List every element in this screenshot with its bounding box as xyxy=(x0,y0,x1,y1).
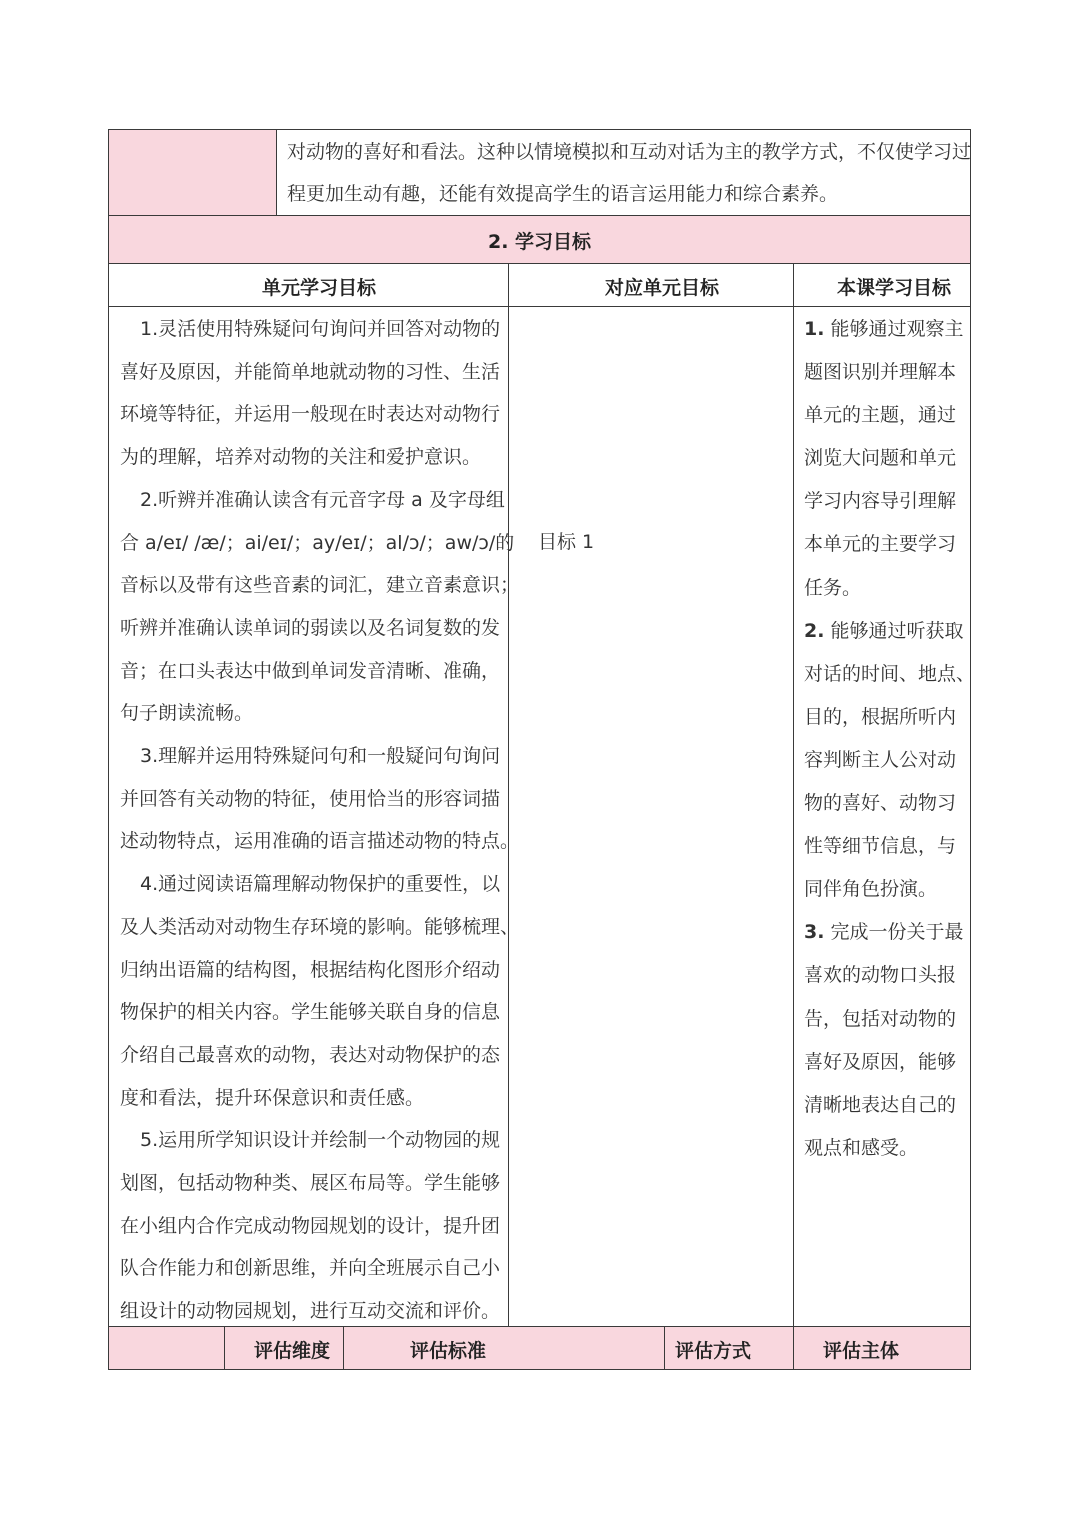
section-title: 2. 学习目标 xyxy=(487,231,592,253)
unit-goal-line: 组设计的动物园规划，进行互动交流和评价。 xyxy=(120,1300,501,1323)
lesson-goal-number: 2. xyxy=(804,619,825,642)
intro-line: 对动物的喜好和看法。这种以情境模拟和互动对话为主的教学方式，不仅使学习过 xyxy=(287,141,972,163)
col-header-lesson-goal-label: 本课学习目标 xyxy=(836,277,951,299)
unit-goal-line: 句子朗读流畅。 xyxy=(120,702,254,725)
lesson-goal-line xyxy=(804,610,975,653)
unit-goal-line: 5.运用所学知识设计并绘制一个动物园的规 xyxy=(140,1129,501,1152)
lesson-goal-text xyxy=(804,308,975,1170)
unit-goal-line: 1.灵活使用特殊疑问句询问并回答对动物的 xyxy=(140,318,501,340)
lesson-goal-line: 浏览大问题和单元 xyxy=(804,447,957,470)
unit-goal-line: 2.听辨并准确认读含有元音字母 a 及字母组 xyxy=(140,488,505,511)
unit-goal-line: 划图，包括动物种类、展区布局等。学生能够 xyxy=(120,1172,501,1195)
unit-goal-line: 物保护的相关内容。学生能够关联自身的信息 xyxy=(120,1001,501,1024)
unit-goal-line: 合 a/eɪ/ /æ/；ai/eɪ/；ay/eɪ/；al/ɔ/；aw/ɔ/的 xyxy=(120,531,515,554)
assessment-subject-label: 评估主体 xyxy=(823,1340,900,1362)
lesson-goal-line: 对话的时间、地点、 xyxy=(804,662,976,685)
intro-label-cell xyxy=(108,129,277,216)
unit-goal-line: 归纳出语篇的结构图，根据结构化图形介绍动 xyxy=(120,958,501,981)
assessment-criteria-label: 评估标准 xyxy=(410,1340,487,1362)
lesson-goal-line: 观点和感受。 xyxy=(804,1136,919,1159)
assessment-dimension-cell xyxy=(224,1326,344,1370)
lesson-goal-line: 喜欢的动物口头报 xyxy=(804,964,957,987)
unit-goal-line: 述动物特点，运用准确的语言描述动物的特点。 xyxy=(120,830,520,853)
lesson-goal-line: 喜好及原因，能够 xyxy=(804,1050,957,1073)
lesson-goal-line: 任务。 xyxy=(804,576,862,599)
unit-goal-text xyxy=(120,308,519,1333)
unit-goal-line: 在小组内合作完成动物园规划的设计，提升团 xyxy=(120,1214,501,1237)
lesson-goal-line: 单元的主题，通过 xyxy=(804,404,957,427)
unit-goal-line: 4.通过阅读语篇理解动物保护的重要性，以 xyxy=(140,873,501,896)
col-header-unit-goal xyxy=(108,263,509,307)
unit-goal-line: 喜好及原因，并能简单地就动物的习性、生活 xyxy=(120,360,501,383)
unit-goal-line: 及人类活动对动物生存环境的影响。能够梳理、 xyxy=(120,915,520,938)
lesson-goal-line xyxy=(804,308,975,351)
lesson-goal-cell xyxy=(793,306,976,1327)
intro-line: 程更加生动有趣，还能有效提高学生的语言运用能力和综合素养。 xyxy=(287,183,839,205)
lesson-goal-line-text: 能够通过听获取 xyxy=(824,619,964,642)
lesson-goal-line: 容判断主人公对动 xyxy=(804,748,957,771)
unit-goal-line: 环境等特征，并运用一般现在时表达对动物行 xyxy=(120,403,501,426)
unit-goal-line: 队合作能力和创新思维，并向全班展示自己小 xyxy=(120,1257,501,1280)
unit-goal-line: 为的理解，培养对动物的关注和爱护意识。 xyxy=(120,446,482,469)
lesson-goal-line-text: 能够通过观察主 xyxy=(824,318,964,340)
lesson-goal-line-text: 完成一份关于最 xyxy=(824,921,964,944)
lesson-goal-line: 物的喜好、动物习 xyxy=(804,792,957,815)
unit-goal-line: 并回答有关动物的特征，使用恰当的形容词描 xyxy=(120,787,501,810)
col-header-mapped-goal-label: 对应单元目标 xyxy=(604,277,719,299)
mapped-goal-cell xyxy=(508,306,794,1327)
lesson-goal-line: 题图识别并理解本 xyxy=(804,361,957,384)
lesson-goal-line: 目的，根据所听内 xyxy=(804,705,957,728)
assessment-subject-cell xyxy=(793,1326,971,1370)
lesson-goal-line: 清晰地表达自己的 xyxy=(804,1093,957,1116)
intro-text-cell xyxy=(276,129,971,216)
lesson-goal-line: 学习内容导引理解 xyxy=(804,490,957,513)
lesson-goal-line: 本单元的主要学习 xyxy=(804,533,957,556)
lesson-goal-line: 性等细节信息，与 xyxy=(804,835,957,858)
unit-goal-line: 介绍自己最喜欢的动物，表达对动物保护的态 xyxy=(120,1043,501,1066)
unit-goal-line: 3.理解并运用特殊疑问句和一般疑问句询问 xyxy=(140,745,501,768)
unit-goal-line: 度和看法，提升环保意识和责任感。 xyxy=(120,1086,425,1109)
unit-goal-line: 听辨并准确认读单词的弱读以及名词复数的发 xyxy=(120,616,501,639)
unit-goal-line: 音标以及带有这些音素的词汇，建立音素意识； xyxy=(120,574,520,597)
assessment-criteria-cell xyxy=(343,1326,665,1370)
mapped-goal-value: 目标 1 xyxy=(538,531,595,553)
assessment-blank-cell xyxy=(108,1326,225,1370)
unit-goal-line: 音；在口头表达中做到单词发音清晰、准确， xyxy=(120,659,501,682)
unit-goal-cell xyxy=(108,306,520,1327)
lesson-goal-line: 告，包括对动物的 xyxy=(804,1007,957,1030)
col-header-mapped-goal xyxy=(508,263,794,307)
assessment-method-cell xyxy=(664,1326,794,1370)
lesson-goal-number: 3. xyxy=(804,921,825,944)
lesson-goal-line xyxy=(804,911,975,954)
col-header-lesson-goal xyxy=(793,263,971,307)
section-title-cell xyxy=(108,215,971,264)
lesson-goal-line: 同伴角色扮演。 xyxy=(804,878,938,901)
col-header-unit-goal-label: 单元学习目标 xyxy=(261,277,376,299)
lesson-goal-number: 1. xyxy=(804,318,825,340)
assessment-dimension-label: 评估维度 xyxy=(254,1340,331,1362)
assessment-method-label: 评估方式 xyxy=(675,1340,752,1362)
